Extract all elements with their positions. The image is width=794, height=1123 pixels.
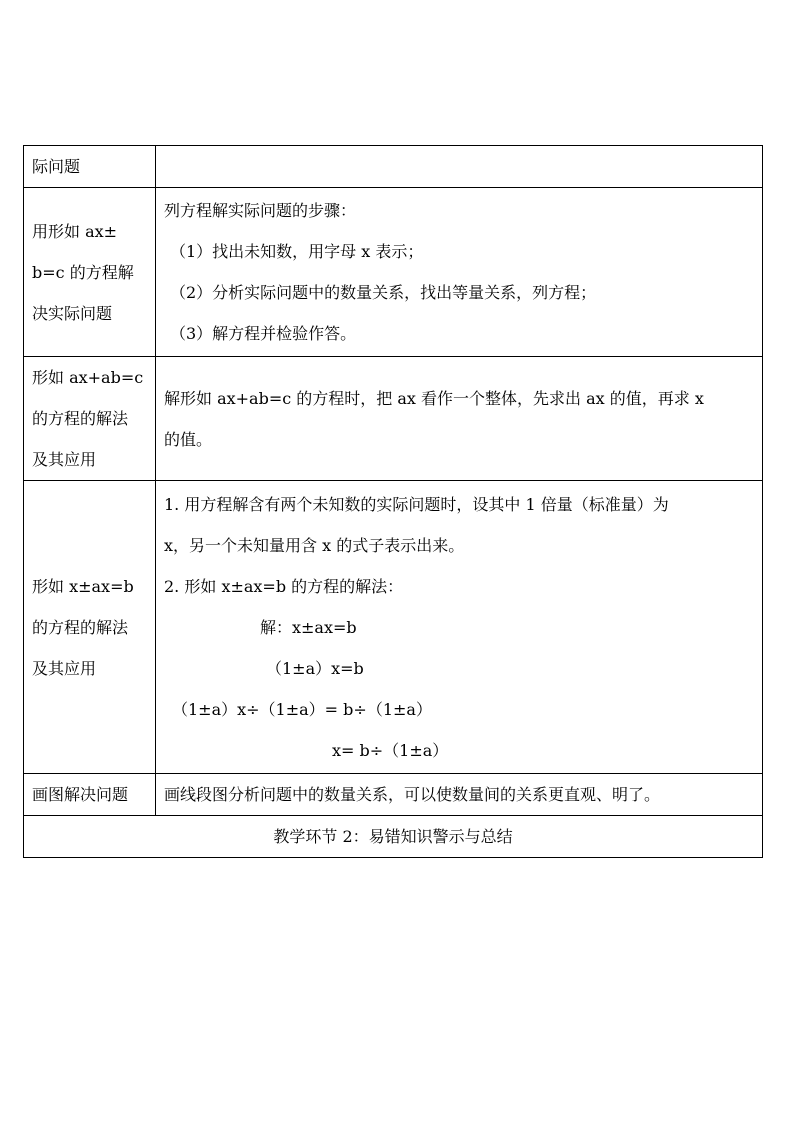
knowledge-table [23,145,763,858]
topic-cell [24,146,156,188]
content-line: 画线段图分析问题中的数量关系，可以使数量间的关系更直观、明了。 [164,785,661,804]
content-line: 解形如 ax+ab=c 的方程时，把 ax 看作一个整体，先求出 ax 的值，再求 x [164,388,704,408]
content-line: 的值。 [164,429,213,449]
topic-cell [24,481,156,774]
equation-line: （1±a）x=b [266,658,364,678]
table-row [24,188,763,357]
topic-text: 的方程的解法 [32,617,129,637]
topic-cell [24,357,156,481]
content-cell [156,357,763,481]
table-row [24,357,763,481]
topic-text: 用形如 ax± [32,221,118,241]
topic-text: 及其应用 [32,658,97,678]
topic-text: 际问题 [32,157,81,176]
topic-text: 画图解决问题 [32,785,129,804]
section-heading-cell [24,816,763,858]
topic-text: 形如 x±ax=b [32,576,134,596]
table-row [24,774,763,816]
topic-text: 及其应用 [32,450,97,469]
topic-text: 决实际问题 [32,303,113,323]
content-line: 列方程解实际问题的步骤： [164,201,357,220]
content-cell [156,146,763,188]
content-cell [156,188,763,357]
topic-cell [24,774,156,816]
content-line: （1）找出未知数，用字母 x 表示； [170,242,424,261]
content-line: x，另一个未知量用含 x 的式子表示出来。 [164,535,465,555]
table-row [24,146,763,188]
table-row [24,481,763,774]
content-cell [156,481,763,774]
topic-text: 形如 ax+ab=c [32,368,144,387]
content-line: （3）解方程并检验作答。 [170,324,357,343]
equation-line: （1±a）x÷（1±a）= b÷（1±a） [172,699,432,719]
equation-line: 解：x±ax=b [260,617,357,637]
topic-cell [24,188,156,357]
content-line: 2. 形如 x±ax=b 的方程的解法： [164,576,404,596]
topic-text: 的方程的解法 [32,409,129,428]
section-heading: 教学环节 2：易错知识警示与总结 [273,827,513,846]
table-row [24,816,763,858]
content-line: 1. 用方程解含有两个未知数的实际问题时，设其中 1 倍量（标准量）为 [164,494,669,514]
topic-text: b=c 的方程解 [32,262,134,282]
equation-line: x= b÷（1±a） [332,740,449,760]
content-cell [156,774,763,816]
content-line: （2）分析实际问题中的数量关系，找出等量关系，列方程； [170,283,597,302]
